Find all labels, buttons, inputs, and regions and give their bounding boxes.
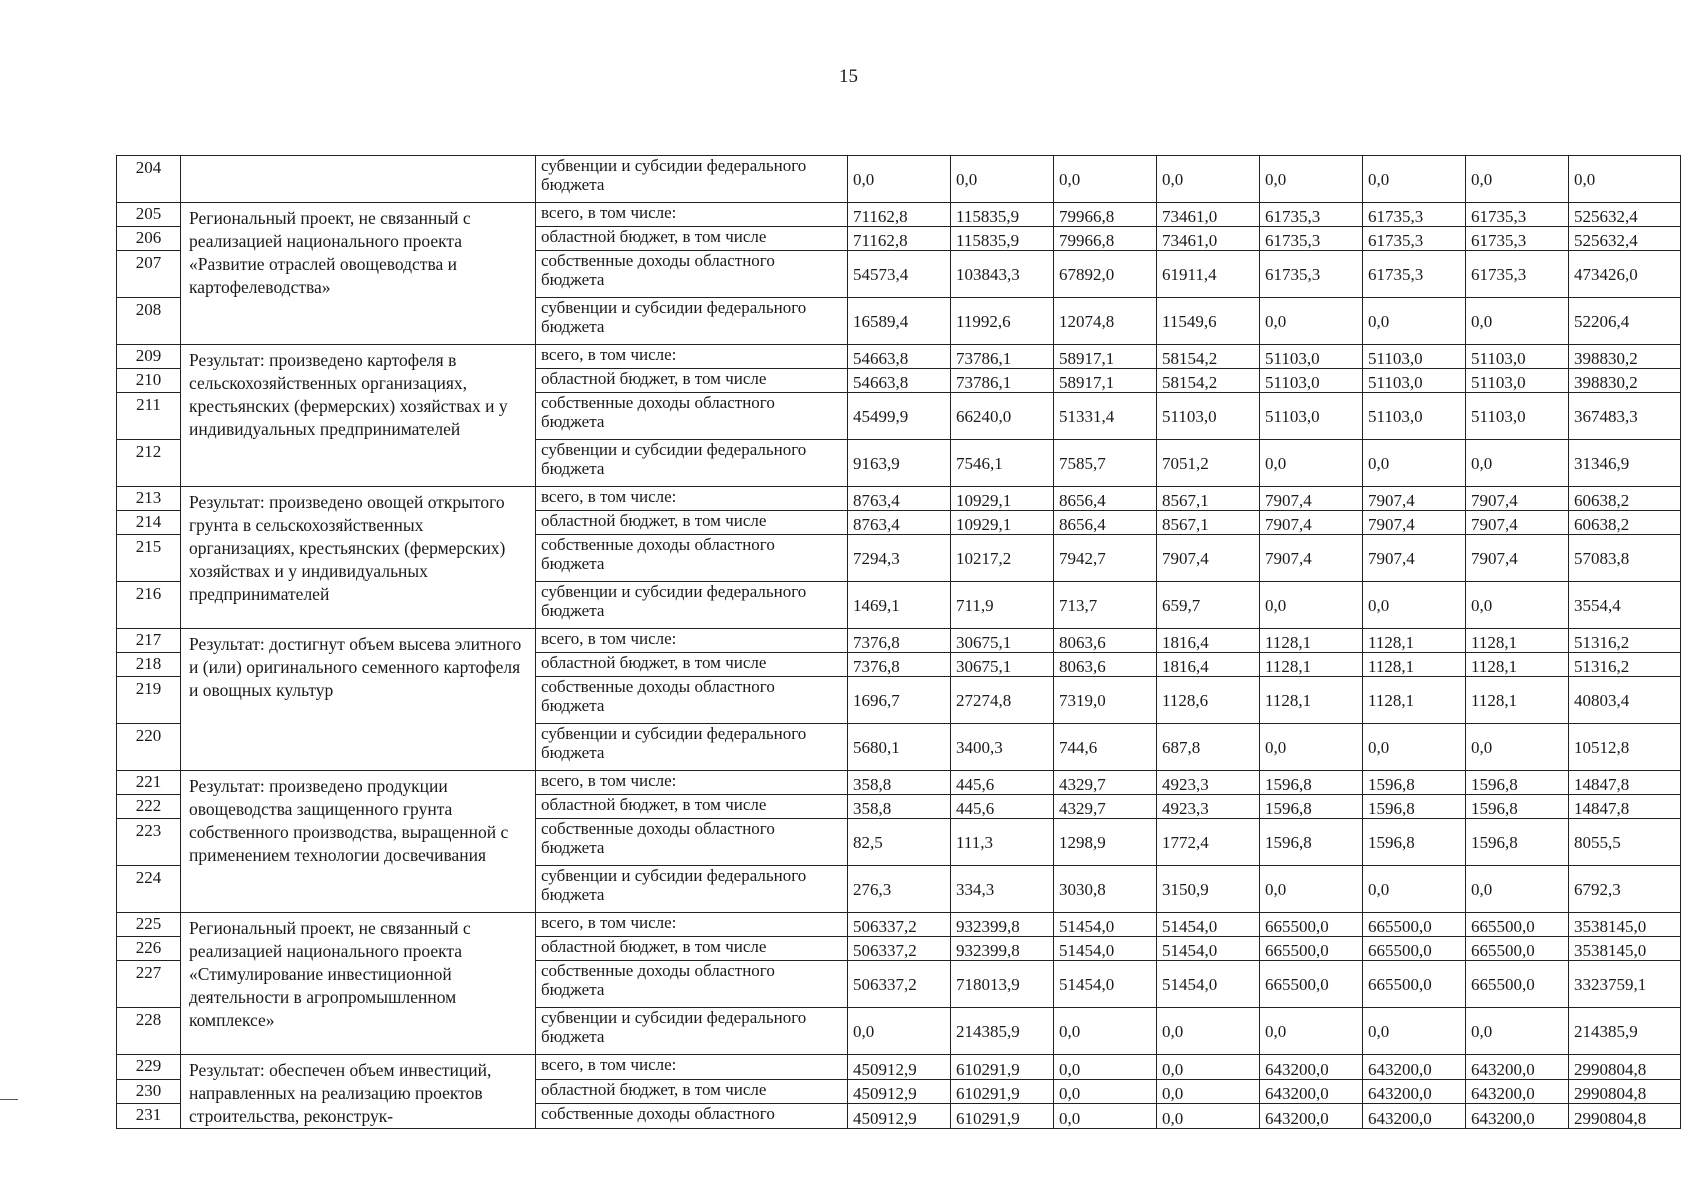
value-cell: 7319,0 <box>1054 677 1157 724</box>
value-total: 40803,4 <box>1569 677 1681 724</box>
value-cell: 643200,0 <box>1260 1079 1363 1104</box>
value-cell: 7907,4 <box>1466 511 1569 535</box>
value-cell: 1128,6 <box>1157 677 1260 724</box>
value-cell: 12074,8 <box>1054 298 1157 345</box>
funding-source: собственные доходы областного бюджета <box>536 961 848 1008</box>
value-cell: 0,0 <box>1054 1079 1157 1104</box>
value-cell: 67892,0 <box>1054 251 1157 298</box>
value-cell: 506337,2 <box>848 913 951 937</box>
value-cell: 51103,0 <box>1466 345 1569 369</box>
value-cell: 643200,0 <box>1363 1104 1466 1129</box>
value-cell: 1128,1 <box>1260 677 1363 724</box>
value-cell: 45499,9 <box>848 393 951 440</box>
value-cell: 643200,0 <box>1466 1104 1569 1129</box>
value-cell: 665500,0 <box>1260 937 1363 961</box>
value-cell: 0,0 <box>1054 1055 1157 1080</box>
measure-description: Результат: достигнут объем высева элитного и (или) оригинального семенного картофеля и овощных культур <box>181 629 536 771</box>
value-cell: 51103,0 <box>1260 393 1363 440</box>
value-cell: 61735,3 <box>1466 251 1569 298</box>
funding-source: всего, в том числе: <box>536 771 848 795</box>
value-total: 525632,4 <box>1569 203 1681 227</box>
value-total: 367483,3 <box>1569 393 1681 440</box>
row-number: 216 <box>117 582 181 629</box>
table-row <box>117 487 1681 511</box>
value-cell: 1596,8 <box>1363 795 1466 819</box>
value-cell: 51454,0 <box>1054 913 1157 937</box>
row-number: 220 <box>117 724 181 771</box>
value-cell: 51331,4 <box>1054 393 1157 440</box>
value-cell: 8063,6 <box>1054 653 1157 677</box>
value-cell: 0,0 <box>848 1008 951 1055</box>
measure-description: Региональный проект, не связанный с реализацией национального проекта «Развитие отраслей овощеводства и картофелеводства» <box>181 203 536 345</box>
funding-source: всего, в том числе: <box>536 913 848 937</box>
value-cell: 7907,4 <box>1260 487 1363 511</box>
row-number: 211 <box>117 393 181 440</box>
page-number: 15 <box>839 66 858 87</box>
funding-source: всего, в том числе: <box>536 203 848 227</box>
value-cell: 115835,9 <box>951 203 1054 227</box>
value-cell: 665500,0 <box>1363 913 1466 937</box>
funding-source: всего, в том числе: <box>536 1055 848 1080</box>
value-cell: 7051,2 <box>1157 440 1260 487</box>
value-cell: 7585,7 <box>1054 440 1157 487</box>
value-cell: 7907,4 <box>1260 535 1363 582</box>
funding-source: областной бюджет, в том числе <box>536 937 848 961</box>
value-total: 398830,2 <box>1569 369 1681 393</box>
value-total: 3538145,0 <box>1569 937 1681 961</box>
value-cell: 0,0 <box>1260 156 1363 203</box>
funding-source: субвенции и субсидии федерального бюджета <box>536 866 848 913</box>
funding-source: субвенции и субсидии федерального бюджета <box>536 582 848 629</box>
value-total: 14847,8 <box>1569 795 1681 819</box>
value-cell: 8656,4 <box>1054 487 1157 511</box>
value-cell: 1596,8 <box>1466 771 1569 795</box>
value-cell: 0,0 <box>848 156 951 203</box>
value-cell: 10929,1 <box>951 487 1054 511</box>
value-cell: 73786,1 <box>951 345 1054 369</box>
value-total: 3323759,1 <box>1569 961 1681 1008</box>
funding-source: всего, в том числе: <box>536 487 848 511</box>
value-cell: 0,0 <box>1260 724 1363 771</box>
scan-edge-mark <box>0 1099 18 1100</box>
value-cell: 1696,7 <box>848 677 951 724</box>
value-cell: 51103,0 <box>1363 369 1466 393</box>
value-cell: 54663,8 <box>848 345 951 369</box>
value-cell: 0,0 <box>1054 1104 1157 1129</box>
measure-description: Результат: произведено продукции овощеводства защищенного грунта собственного производства, выращенной с применением технологии досвечивания <box>181 771 536 913</box>
value-cell: 61735,3 <box>1363 203 1466 227</box>
row-number: 223 <box>117 819 181 866</box>
value-cell: 51103,0 <box>1363 393 1466 440</box>
funding-source: собственные доходы областного <box>536 1104 848 1129</box>
measure-description: Региональный проект, не связанный с реализацией национального проекта «Стимулирование инвестиционной деятельности в агропромышленном комплексе» <box>181 913 536 1055</box>
value-total: 525632,4 <box>1569 227 1681 251</box>
value-cell: 58154,2 <box>1157 345 1260 369</box>
value-cell: 111,3 <box>951 819 1054 866</box>
funding-source: субвенции и субсидии федерального бюджета <box>536 724 848 771</box>
value-total: 6792,3 <box>1569 866 1681 913</box>
table-row <box>117 203 1681 227</box>
value-cell: 744,6 <box>1054 724 1157 771</box>
value-cell: 0,0 <box>1157 1008 1260 1055</box>
value-cell: 718013,9 <box>951 961 1054 1008</box>
value-cell: 932399,8 <box>951 913 1054 937</box>
value-cell: 79966,8 <box>1054 203 1157 227</box>
value-cell: 0,0 <box>1363 724 1466 771</box>
row-number: 212 <box>117 440 181 487</box>
value-cell: 1298,9 <box>1054 819 1157 866</box>
funding-source: областной бюджет, в том числе <box>536 653 848 677</box>
value-total: 8055,5 <box>1569 819 1681 866</box>
value-cell: 7376,8 <box>848 629 951 653</box>
row-number: 229 <box>117 1055 181 1080</box>
value-cell: 51103,0 <box>1466 369 1569 393</box>
value-cell: 51454,0 <box>1054 961 1157 1008</box>
row-number: 225 <box>117 913 181 937</box>
value-cell: 214385,9 <box>951 1008 1054 1055</box>
value-cell: 1596,8 <box>1466 819 1569 866</box>
funding-source: субвенции и субсидии федерального бюджета <box>536 298 848 345</box>
value-cell: 1469,1 <box>848 582 951 629</box>
value-cell: 3400,3 <box>951 724 1054 771</box>
funding-source: собственные доходы областного бюджета <box>536 251 848 298</box>
value-cell: 54573,4 <box>848 251 951 298</box>
value-cell: 7907,4 <box>1260 511 1363 535</box>
value-cell: 82,5 <box>848 819 951 866</box>
value-cell: 4329,7 <box>1054 771 1157 795</box>
value-cell: 0,0 <box>1260 440 1363 487</box>
row-number: 224 <box>117 866 181 913</box>
value-cell: 0,0 <box>1466 1008 1569 1055</box>
value-cell: 665500,0 <box>1363 961 1466 1008</box>
value-cell: 1128,1 <box>1466 653 1569 677</box>
value-cell: 0,0 <box>1363 298 1466 345</box>
value-cell: 711,9 <box>951 582 1054 629</box>
value-cell: 73461,0 <box>1157 203 1260 227</box>
value-cell: 8763,4 <box>848 487 951 511</box>
value-cell: 276,3 <box>848 866 951 913</box>
funding-source: всего, в том числе: <box>536 629 848 653</box>
value-cell: 3030,8 <box>1054 866 1157 913</box>
value-cell: 687,8 <box>1157 724 1260 771</box>
value-cell: 7376,8 <box>848 653 951 677</box>
value-cell: 358,8 <box>848 771 951 795</box>
value-cell: 61735,3 <box>1466 203 1569 227</box>
value-cell: 450912,9 <box>848 1055 951 1080</box>
value-total: 57083,8 <box>1569 535 1681 582</box>
value-cell: 7546,1 <box>951 440 1054 487</box>
value-cell: 643200,0 <box>1260 1104 1363 1129</box>
value-cell: 0,0 <box>1363 866 1466 913</box>
value-cell: 445,6 <box>951 795 1054 819</box>
value-cell: 0,0 <box>1157 1104 1260 1129</box>
value-cell: 51454,0 <box>1054 937 1157 961</box>
value-cell: 1816,4 <box>1157 629 1260 653</box>
value-cell: 0,0 <box>1157 1079 1260 1104</box>
row-number: 215 <box>117 535 181 582</box>
value-cell: 8567,1 <box>1157 487 1260 511</box>
row-number: 228 <box>117 1008 181 1055</box>
value-cell: 0,0 <box>1157 156 1260 203</box>
value-total: 2990804,8 <box>1569 1104 1681 1129</box>
value-cell: 73461,0 <box>1157 227 1260 251</box>
row-number: 221 <box>117 771 181 795</box>
table-row <box>117 1055 1681 1080</box>
value-cell: 659,7 <box>1157 582 1260 629</box>
value-cell: 0,0 <box>951 156 1054 203</box>
value-total: 51316,2 <box>1569 653 1681 677</box>
value-cell: 610291,9 <box>951 1104 1054 1129</box>
value-cell: 1128,1 <box>1260 629 1363 653</box>
value-cell: 61735,3 <box>1260 203 1363 227</box>
value-cell: 16589,4 <box>848 298 951 345</box>
value-cell: 1128,1 <box>1466 629 1569 653</box>
funding-source: областной бюджет, в том числе <box>536 227 848 251</box>
value-cell: 0,0 <box>1054 1008 1157 1055</box>
value-cell: 1596,8 <box>1466 795 1569 819</box>
value-cell: 0,0 <box>1466 156 1569 203</box>
row-number: 206 <box>117 227 181 251</box>
value-cell: 7942,7 <box>1054 535 1157 582</box>
value-cell: 54663,8 <box>848 369 951 393</box>
row-number: 208 <box>117 298 181 345</box>
value-cell: 0,0 <box>1466 582 1569 629</box>
value-total: 51316,2 <box>1569 629 1681 653</box>
value-cell: 0,0 <box>1260 582 1363 629</box>
value-cell: 1596,8 <box>1260 819 1363 866</box>
value-total: 0,0 <box>1569 156 1681 203</box>
value-cell: 665500,0 <box>1466 961 1569 1008</box>
value-cell: 8567,1 <box>1157 511 1260 535</box>
value-cell: 30675,1 <box>951 629 1054 653</box>
row-number: 209 <box>117 345 181 369</box>
value-cell: 51454,0 <box>1157 913 1260 937</box>
value-cell: 610291,9 <box>951 1055 1054 1080</box>
value-cell: 61735,3 <box>1363 227 1466 251</box>
value-cell: 73786,1 <box>951 369 1054 393</box>
table-row <box>117 913 1681 937</box>
funding-source: областной бюджет, в том числе <box>536 369 848 393</box>
row-number: 214 <box>117 511 181 535</box>
value-total: 31346,9 <box>1569 440 1681 487</box>
value-total: 3538145,0 <box>1569 913 1681 937</box>
value-cell: 1596,8 <box>1363 771 1466 795</box>
measure-description: Результат: произведено овощей открытого грунта в сельскохозяйственных организациях, крестьянских (фермерских) хозяйствах и у индивидуальных предпринимателей <box>181 487 536 629</box>
value-cell: 51103,0 <box>1466 393 1569 440</box>
value-cell: 7907,4 <box>1363 535 1466 582</box>
value-cell: 643200,0 <box>1363 1055 1466 1080</box>
row-number: 207 <box>117 251 181 298</box>
table-row <box>117 771 1681 795</box>
value-total: 52206,4 <box>1569 298 1681 345</box>
value-cell: 27274,8 <box>951 677 1054 724</box>
value-total: 398830,2 <box>1569 345 1681 369</box>
value-cell: 1596,8 <box>1260 795 1363 819</box>
value-cell: 61735,3 <box>1363 251 1466 298</box>
row-number: 219 <box>117 677 181 724</box>
value-cell: 71162,8 <box>848 203 951 227</box>
value-cell: 7907,4 <box>1363 511 1466 535</box>
value-cell: 665500,0 <box>1466 937 1569 961</box>
value-cell: 58917,1 <box>1054 345 1157 369</box>
value-cell: 0,0 <box>1363 440 1466 487</box>
row-number: 204 <box>117 156 181 203</box>
value-cell: 932399,8 <box>951 937 1054 961</box>
value-cell: 30675,1 <box>951 653 1054 677</box>
value-cell: 9163,9 <box>848 440 951 487</box>
value-cell: 51103,0 <box>1157 393 1260 440</box>
value-cell: 8763,4 <box>848 511 951 535</box>
row-number: 205 <box>117 203 181 227</box>
value-total: 60638,2 <box>1569 487 1681 511</box>
value-cell: 51103,0 <box>1363 345 1466 369</box>
value-cell: 4329,7 <box>1054 795 1157 819</box>
value-cell: 0,0 <box>1466 866 1569 913</box>
value-cell: 445,6 <box>951 771 1054 795</box>
value-cell: 8656,4 <box>1054 511 1157 535</box>
value-cell: 643200,0 <box>1466 1079 1569 1104</box>
value-total: 214385,9 <box>1569 1008 1681 1055</box>
row-number: 217 <box>117 629 181 653</box>
value-cell: 61735,3 <box>1260 227 1363 251</box>
funding-source: областной бюджет, в том числе <box>536 511 848 535</box>
value-cell: 71162,8 <box>848 227 951 251</box>
value-cell: 643200,0 <box>1466 1055 1569 1080</box>
value-cell: 1128,1 <box>1363 653 1466 677</box>
value-cell: 358,8 <box>848 795 951 819</box>
funding-source: субвенции и субсидии федерального бюджета <box>536 440 848 487</box>
table-row <box>117 156 1681 203</box>
value-cell: 0,0 <box>1260 298 1363 345</box>
measure-description <box>181 156 536 203</box>
value-cell: 450912,9 <box>848 1079 951 1104</box>
value-cell: 10217,2 <box>951 535 1054 582</box>
value-cell: 1128,1 <box>1363 629 1466 653</box>
value-cell: 665500,0 <box>1260 913 1363 937</box>
value-cell: 58154,2 <box>1157 369 1260 393</box>
value-cell: 4923,3 <box>1157 795 1260 819</box>
value-cell: 51454,0 <box>1157 937 1260 961</box>
value-cell: 7907,4 <box>1157 535 1260 582</box>
row-number: 218 <box>117 653 181 677</box>
funding-source: всего, в том числе: <box>536 345 848 369</box>
value-cell: 334,3 <box>951 866 1054 913</box>
value-cell: 665500,0 <box>1260 961 1363 1008</box>
value-total: 3554,4 <box>1569 582 1681 629</box>
value-total: 2990804,8 <box>1569 1079 1681 1104</box>
value-total: 473426,0 <box>1569 251 1681 298</box>
value-cell: 51103,0 <box>1260 369 1363 393</box>
value-total: 14847,8 <box>1569 771 1681 795</box>
value-cell: 0,0 <box>1363 156 1466 203</box>
funding-source: собственные доходы областного бюджета <box>536 535 848 582</box>
value-cell: 79966,8 <box>1054 227 1157 251</box>
value-cell: 0,0 <box>1260 866 1363 913</box>
value-cell: 506337,2 <box>848 961 951 1008</box>
value-cell: 450912,9 <box>848 1104 951 1129</box>
row-number: 230 <box>117 1079 181 1104</box>
value-cell: 643200,0 <box>1260 1055 1363 1080</box>
funding-source: собственные доходы областного бюджета <box>536 677 848 724</box>
value-cell: 506337,2 <box>848 937 951 961</box>
row-number: 227 <box>117 961 181 1008</box>
value-cell: 1816,4 <box>1157 653 1260 677</box>
funding-source: областной бюджет, в том числе <box>536 1079 848 1104</box>
value-cell: 11549,6 <box>1157 298 1260 345</box>
value-cell: 0,0 <box>1363 1008 1466 1055</box>
value-cell: 51454,0 <box>1157 961 1260 1008</box>
value-cell: 610291,9 <box>951 1079 1054 1104</box>
value-cell: 115835,9 <box>951 227 1054 251</box>
measure-description: Результат: обеспечен объем инвестиций, направленных на реализацию проектов строительства, реконструк- <box>181 1055 536 1129</box>
value-cell: 51103,0 <box>1260 345 1363 369</box>
value-cell: 1128,1 <box>1260 653 1363 677</box>
value-total: 2990804,8 <box>1569 1055 1681 1080</box>
table-row <box>117 345 1681 369</box>
row-number: 213 <box>117 487 181 511</box>
value-cell: 7907,4 <box>1466 535 1569 582</box>
row-number: 231 <box>117 1104 181 1129</box>
value-total: 10512,8 <box>1569 724 1681 771</box>
value-cell: 7294,3 <box>848 535 951 582</box>
value-cell: 61735,3 <box>1466 227 1569 251</box>
row-number: 210 <box>117 369 181 393</box>
value-cell: 11992,6 <box>951 298 1054 345</box>
value-cell: 0,0 <box>1054 156 1157 203</box>
funding-source: собственные доходы областного бюджета <box>536 393 848 440</box>
funding-source: субвенции и субсидии федерального бюджета <box>536 156 848 203</box>
value-total: 60638,2 <box>1569 511 1681 535</box>
value-cell: 4923,3 <box>1157 771 1260 795</box>
value-cell: 3150,9 <box>1157 866 1260 913</box>
value-cell: 0,0 <box>1466 724 1569 771</box>
value-cell: 7907,4 <box>1363 487 1466 511</box>
value-cell: 1128,1 <box>1363 677 1466 724</box>
value-cell: 8063,6 <box>1054 629 1157 653</box>
value-cell: 61911,4 <box>1157 251 1260 298</box>
value-cell: 0,0 <box>1466 298 1569 345</box>
value-cell: 0,0 <box>1363 582 1466 629</box>
value-cell: 0,0 <box>1260 1008 1363 1055</box>
value-cell: 10929,1 <box>951 511 1054 535</box>
row-number: 226 <box>117 937 181 961</box>
value-cell: 1128,1 <box>1466 677 1569 724</box>
funding-source: областной бюджет, в том числе <box>536 795 848 819</box>
value-cell: 713,7 <box>1054 582 1157 629</box>
value-cell: 665500,0 <box>1466 913 1569 937</box>
value-cell: 0,0 <box>1466 440 1569 487</box>
row-number: 222 <box>117 795 181 819</box>
value-cell: 7907,4 <box>1466 487 1569 511</box>
budget-table <box>116 155 1681 1129</box>
value-cell: 665500,0 <box>1363 937 1466 961</box>
value-cell: 1772,4 <box>1157 819 1260 866</box>
funding-source: собственные доходы областного бюджета <box>536 819 848 866</box>
table-row <box>117 629 1681 653</box>
value-cell: 103843,3 <box>951 251 1054 298</box>
funding-source: субвенции и субсидии федерального бюджета <box>536 1008 848 1055</box>
value-cell: 66240,0 <box>951 393 1054 440</box>
value-cell: 58917,1 <box>1054 369 1157 393</box>
value-cell: 61735,3 <box>1260 251 1363 298</box>
value-cell: 5680,1 <box>848 724 951 771</box>
value-cell: 643200,0 <box>1363 1079 1466 1104</box>
measure-description: Результат: произведено картофеля в сельскохозяйственных организациях, крестьянских (фермерских) хозяйствах и у индивидуальных предпринимателей <box>181 345 536 487</box>
value-cell: 0,0 <box>1157 1055 1260 1080</box>
value-cell: 1596,8 <box>1363 819 1466 866</box>
value-cell: 1596,8 <box>1260 771 1363 795</box>
